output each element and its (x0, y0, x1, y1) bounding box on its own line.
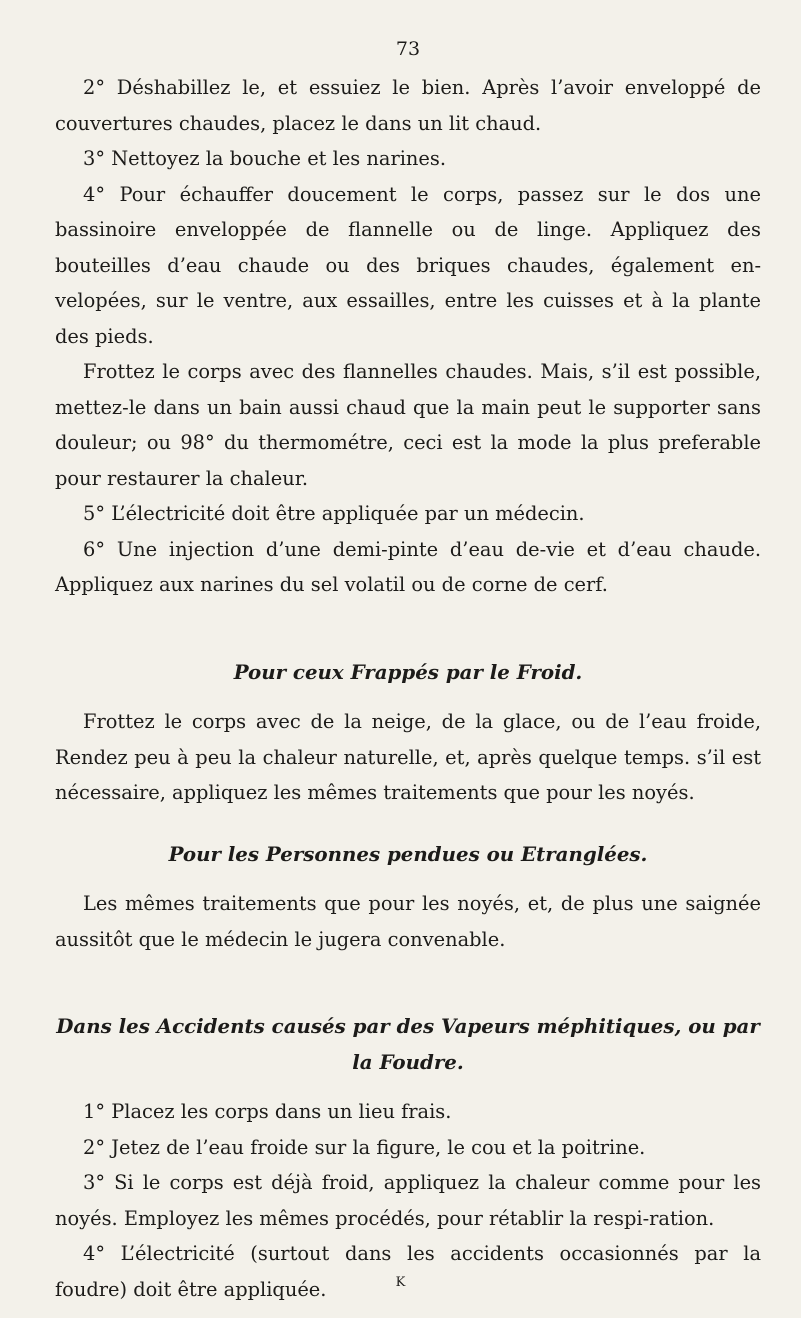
paragraph-step-2: 2° Déshabillez le, et essuiez le bien. Après l’avoir enveloppé de couvertures chaudes, placez le dans un lit chaud. (55, 76, 761, 135)
paragraph-rub-flannel: Frottez le corps avec des flannelles chaudes. Mais, s’il est possible, mettez-le dans un bain aussi chaud que la main peut le supporter sans douleur; ou 98° du thermométre, ceci est la mode la plus preferable pour restaurer la chaleur. (55, 360, 761, 490)
paragraph-vapeurs-step-1: 1° Placez les corps dans un lieu frais. (83, 1100, 452, 1123)
section-heading-vapeurs: Dans les Accidents causés par des Vapeurs méphitiques, ou par la Foudre. (56, 1014, 760, 1074)
signature-mark: K (395, 1275, 406, 1290)
paragraph-froid: Frottez le corps avec de la neige, de la glace, ou de l’eau froide, Rendez peu à peu la chaleur naturelle, et, après quelque temps. s’il est nécessaire, appliquez les mêmes traitements que pour les noyés. (55, 710, 761, 804)
paragraph-vapeurs-step-2: 2° Jetez de l’eau froide sur la figure, le cou et la poitrine. (83, 1135, 646, 1159)
section-heading-pendues: Pour les Personnes pendues ou Etranglées. (168, 841, 648, 866)
paragraph-pendues: Les mêmes traitements que pour les noyés, et, de plus une saignée aussitôt que le médecin le jugera convenable. (55, 892, 761, 951)
paragraph-step-3: 3° Nettoyez la bouche et les narines. (83, 147, 447, 170)
paragraph-step-6: 6° Une injection d’une demi-pinte d’eau de-vie et d’eau chaude. Appliquez aux narines du sel volatil ou de corne de cerf. (55, 537, 761, 596)
page-number: 73 (395, 38, 421, 60)
paragraph-vapeurs-step-4: 4° L’électricité (surtout dans les accidents occasionnés par la foudre) doit être appliquée. (55, 1242, 761, 1301)
paragraph-step-5: 5° L’électricité doit être appliquée par un médecin. (83, 502, 585, 525)
paragraph-step-4: 4° Pour échauffer doucement le corps, passez sur le dos une bassinoire enveloppée de flannelle ou de linge. Appliquez des bouteilles d’eau chaude ou des briques chaudes, également en-velopées, sur le ventre, aux essailles, entre les cuisses et à la plante des pieds. (55, 182, 761, 348)
section-heading-froid: Pour ceux Frappés par le Froid. (233, 659, 583, 684)
paragraph-vapeurs-step-3: 3° Si le corps est déjà froid, appliquez la chaleur comme pour les noyés. Employez les mêmes procédés, pour rétablir la respi-ration. (55, 1171, 761, 1230)
